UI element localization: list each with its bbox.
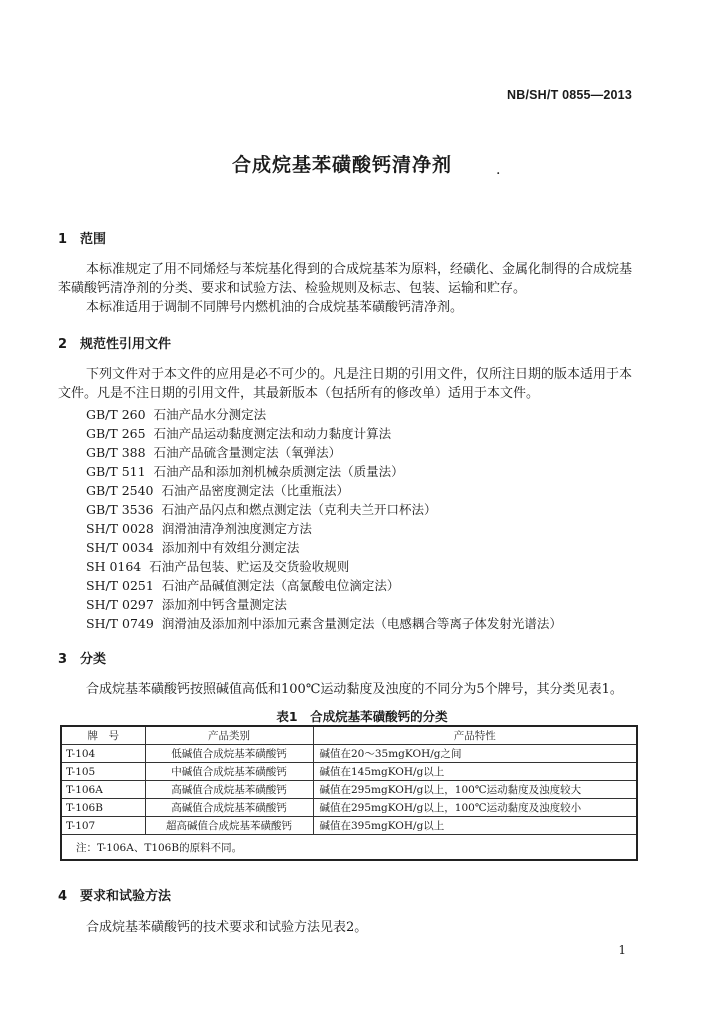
section-3-heading: [58, 648, 106, 667]
cell-category: 超高碱值合成烷基苯磺酸钙: [145, 817, 313, 835]
table-row: [61, 799, 637, 817]
reference-item: [86, 443, 341, 461]
reference-item: [86, 519, 312, 537]
reference-code: GB/T 511: [86, 464, 146, 479]
header-characteristics: 产品特性: [313, 726, 637, 745]
header-category: 产品类别: [145, 726, 313, 745]
reference-title: 石油产品闪点和燃点测定法（克利夫兰开口杯法）: [161, 502, 437, 517]
normative-intro-line-1: 下列文件对于本文件的应用是必不可少的。凡是注日期的引用文件，仅所注日期的版本适用于本: [86, 367, 633, 382]
cell-category: 低碱值合成烷基苯磺酸钙: [145, 745, 313, 763]
reference-item: [86, 576, 399, 594]
table-row: [61, 781, 637, 799]
standard-number: NB/SH/T 0855—2013: [507, 88, 632, 102]
cell-characteristics: 碱值在395mgKOH/g以上: [313, 817, 637, 835]
table-note-row: [61, 835, 637, 861]
reference-code: GB/T 2540: [86, 483, 154, 498]
table-1-title: 表1 合成烷基苯磺酸钙的分类: [276, 709, 448, 724]
table-header-row: [61, 726, 637, 745]
reference-code: SH 0164: [86, 559, 142, 574]
table-row: [61, 763, 637, 781]
normative-intro-line-2: 文件。凡是不注日期的引用文件，其最新版本（包括所有的修改单）适用于本文件。: [58, 386, 540, 401]
cell-category: 中碱值合成烷基苯磺酸钙: [145, 763, 313, 781]
cell-grade: T-104: [61, 745, 145, 763]
reference-item: [86, 500, 437, 518]
reference-item: [86, 614, 562, 632]
reference-title: 石油产品包装、贮运及交货验收规则: [149, 559, 350, 574]
reference-code: SH/T 0297: [86, 597, 154, 612]
section-number: 1: [58, 232, 68, 247]
reference-item: [86, 557, 349, 575]
reference-title: 石油产品碱值测定法（高氯酸电位滴定法）: [161, 578, 400, 593]
reference-title: 石油产品密度测定法（比重瓶法）: [161, 483, 350, 498]
reference-item: [86, 538, 299, 556]
classification-paragraph: 合成烷基苯磺酸钙按照碱值高低和100℃运动黏度及浊度的不同分为5个牌号，其分类见表1。: [86, 682, 623, 697]
reference-code: GB/T 260: [86, 407, 146, 422]
cell-grade: T-106B: [61, 799, 145, 817]
section-title: 要求和试验方法: [80, 889, 172, 904]
section-4-heading: [58, 885, 171, 904]
page-title: 合成烷基苯磺酸钙清净剂: [231, 154, 452, 176]
cell-grade: T-106A: [61, 781, 145, 799]
reference-title: 添加剂中有效组分测定法: [161, 540, 300, 555]
cell-category: 高碱值合成烷基苯磺酸钙: [145, 799, 313, 817]
cell-characteristics: 碱值在20～35mgKOH/g之间: [313, 745, 637, 763]
section-2-heading: [58, 333, 171, 352]
reference-code: GB/T 265: [86, 426, 146, 441]
reference-title: 石油产品水分测定法: [153, 407, 267, 422]
reference-code: GB/T 3536: [86, 502, 154, 517]
table-note: 注：T-106A、T106B的原料不同。: [61, 835, 637, 861]
header-grade: 牌 号: [61, 726, 145, 745]
section-1-heading: [58, 228, 106, 247]
reference-item: [86, 405, 266, 423]
scope-paragraph-line-2: 苯磺酸钙清净剂的分类、要求和试验方法、检验规则及标志、包装、运输和贮存。: [58, 281, 527, 296]
reference-title: 石油产品运动黏度测定法和动力黏度计算法: [153, 426, 392, 441]
reference-code: SH/T 0251: [86, 578, 154, 593]
reference-item: [86, 481, 349, 499]
reference-code: SH/T 0749: [86, 616, 154, 631]
section-title: 范围: [80, 232, 107, 247]
requirements-paragraph: 合成烷基苯磺酸钙的技术要求和试验方法见表2。: [86, 920, 368, 935]
stray-dot: .: [496, 162, 501, 178]
section-number: 4: [58, 889, 68, 904]
section-title: 分类: [80, 652, 107, 667]
cell-characteristics: 碱值在295mgKOH/g以上，100℃运动黏度及浊度较小: [313, 799, 637, 817]
classification-table: [60, 725, 638, 861]
section-number: 2: [58, 337, 68, 352]
reference-item: [86, 462, 404, 480]
reference-title: 润滑油及添加剂中添加元素含量测定法（电感耦合等离子体发射光谱法）: [161, 616, 562, 631]
reference-code: GB/T 388: [86, 445, 146, 460]
scope-paragraph-2: 本标准适用于调制不同牌号内燃机油的合成烷基苯磺酸钙清净剂。: [86, 300, 464, 315]
reference-title: 添加剂中钙含量测定法: [161, 597, 287, 612]
reference-title: 润滑油清净剂浊度测定方法: [161, 521, 312, 536]
cell-category: 高碱值合成烷基苯磺酸钙: [145, 781, 313, 799]
reference-title: 石油产品硫含量测定法（氧弹法）: [153, 445, 342, 460]
reference-code: SH/T 0028: [86, 521, 154, 536]
cell-grade: T-105: [61, 763, 145, 781]
scope-paragraph-line-1: 本标准规定了用不同烯烃与苯烷基化得到的合成烷基苯为原料，经磺化、金属化制得的合成烷基: [86, 262, 633, 277]
table-row: [61, 745, 637, 763]
table-row: [61, 817, 637, 835]
page-number: 1: [618, 943, 626, 957]
section-number: 3: [58, 652, 68, 667]
cell-grade: T-107: [61, 817, 145, 835]
reference-code: SH/T 0034: [86, 540, 154, 555]
reference-title: 石油产品和添加剂机械杂质测定法（质量法）: [153, 464, 404, 479]
cell-characteristics: 碱值在145mgKOH/g以上: [313, 763, 637, 781]
reference-item: [86, 595, 287, 613]
reference-item: [86, 424, 391, 442]
section-title: 规范性引用文件: [80, 337, 172, 352]
cell-characteristics: 碱值在295mgKOH/g以上，100℃运动黏度及浊度较大: [313, 781, 637, 799]
